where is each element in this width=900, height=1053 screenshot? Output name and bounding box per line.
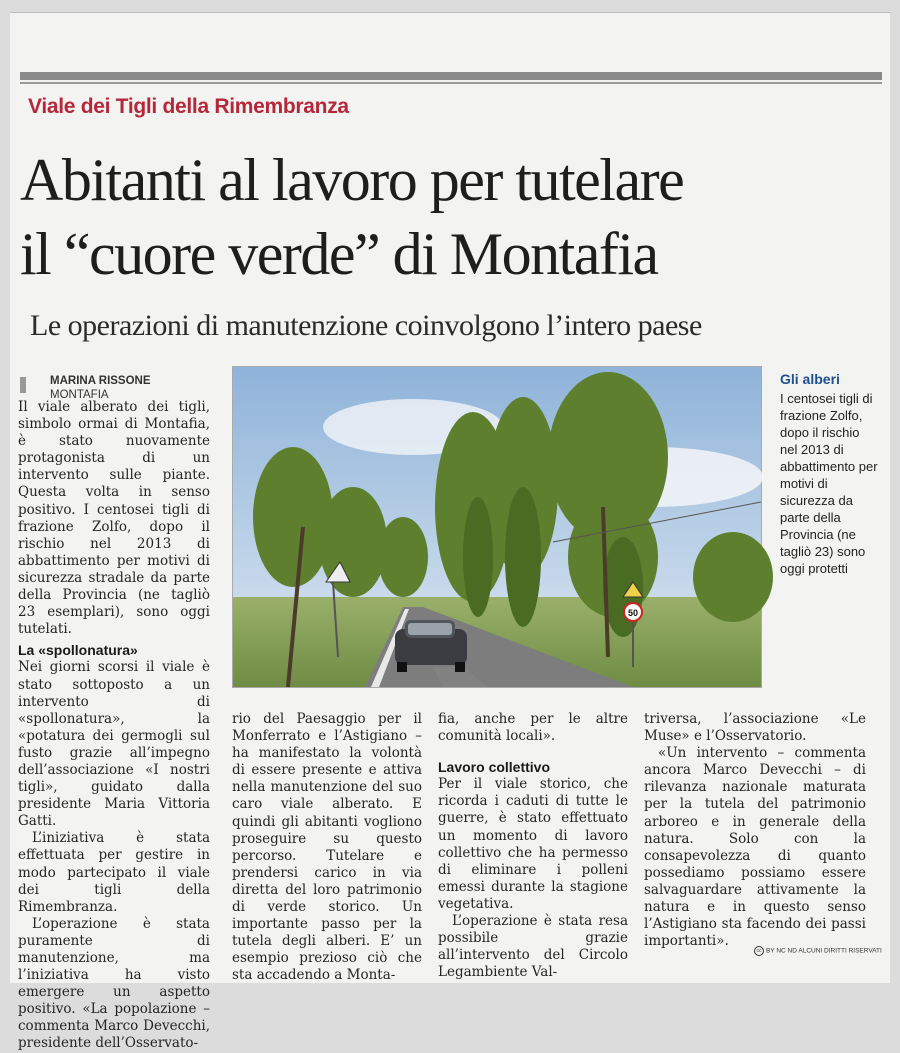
col1-paragraph-1: Il viale alberato dei tigli, simbolo ormai di Montafia, è stato nuovamente protagonista di un intervento sulle piante. Questa volta in senso positivo. I centosei tigli di frazione Zolfo, dopo il rischio nel 2013 di abbattimento per motivi di sicurezza stradale da parte della Provincia (ne tagliò 23 esemplari), sono oggi tutelati. bbox=[18, 399, 210, 638]
byline-marker bbox=[20, 377, 26, 393]
col3-subheading: Lavoro collettivo bbox=[438, 759, 551, 776]
column-4 bbox=[644, 711, 866, 950]
col4-paragraph-2: «Un intervento – commenta ancora Marco Devecchi – di rilevanza nazionale maturata per la tutela del patrimonio arboreo e in generale della natura. Solo con la consapevolezza di quanto possediamo possiamo essere salvaguardare attivamente la natura e in questo senso l’Astigiano sta facendo dei passi importanti». bbox=[644, 745, 866, 950]
sidebar-text: I centosei tigli di frazione Zolfo, dopo il rischio nel 2013 di abbattimento per motivi di sicurezza da parte della Provincia (ne tagliò 23) sono oggi protetti bbox=[780, 391, 878, 576]
byline-author: MARINA RISSONE bbox=[50, 375, 151, 387]
newspaper-page bbox=[10, 12, 890, 1052]
headline-line-1: Abitanti al lavoro per tutelare bbox=[20, 147, 684, 213]
tree-lined-road-photo bbox=[233, 367, 761, 687]
column-1 bbox=[18, 399, 210, 1053]
col1-paragraph-4: L’operazione è stata puramente di manutenzione, ma l’iniziativa ha visto emergere un aspetto positivo. «La popolazione – commenta Marco Devecchi, presidente dell’Osservato- bbox=[18, 915, 210, 1052]
col3-paragraph-2: Per il viale storico, che ricorda i caduti di tutte le guerre, è stato effettuato un momento di lavoro collettivo che ha permesso di eliminare i polleni emessi durante la stagione vegetativa. bbox=[438, 776, 628, 912]
license-footer bbox=[754, 946, 882, 956]
speed-limit-sign-text: 50 bbox=[627, 608, 639, 618]
article-subhead: Le operazioni di manutenzione coinvolgono l’intero paese bbox=[30, 309, 702, 342]
col1-subheading: La «spollonatura» bbox=[18, 642, 138, 659]
sidebar-box bbox=[780, 371, 880, 577]
header-rule-thin bbox=[20, 82, 882, 84]
col1-paragraph-3: L’iniziativa è stata effettuata per gestire in modo partecipato il viale dei tigli della Rimembranza. bbox=[18, 830, 210, 915]
column-3 bbox=[438, 711, 628, 981]
header-rule bbox=[20, 72, 882, 80]
col2-paragraph-1: rio del Paesaggio per il Monferrato e l’Astigiano – ha manifestato la volontà di essere presente e attiva nella manutenzione del suo caro viale alberato. E quindi gli abitanti vogliono proseguire su questo percorso. Tutelare e prendersi carico in via diretta del loro patrimonio di verde storico. Un importante passo per la tutela degli alberi. E’ un esempio prezioso ciò che sta accadendo a Monta- bbox=[232, 711, 422, 984]
column-2 bbox=[232, 711, 422, 985]
byline-place: MONTAFIA bbox=[50, 389, 109, 401]
article-headline bbox=[20, 143, 890, 291]
sidebar-title: Gli alberi bbox=[780, 371, 840, 387]
col3-paragraph-3: L’operazione è stata resa possibile grazie all’intervento del Circolo Legambiente Val- bbox=[438, 913, 628, 981]
cc-icon: cc bbox=[754, 946, 764, 956]
col3-paragraph-1: fia, anche per le altre comunità locali». bbox=[438, 711, 628, 745]
article-kicker: Viale dei Tigli della Rimembranza bbox=[28, 95, 349, 118]
col1-paragraph-2: Nei giorni scorsi il viale è stato sottoposto a un intervento di «spollonatura», la «potatura dei germogli sul fusto grazie all’impegno dell’associazione «I nostri tigli», guidato dalla presidente Maria Vittoria Gatti. bbox=[18, 659, 210, 830]
license-text: BY NC ND ALCUNI DIRITTI RISERVATI bbox=[766, 947, 882, 955]
article-photo bbox=[232, 366, 762, 688]
col4-paragraph-1: triversa, l’associazione «Le Muse» e l’Osservatorio. bbox=[644, 711, 866, 745]
headline-line-2: il “cuore verde” di Montafia bbox=[20, 221, 658, 287]
